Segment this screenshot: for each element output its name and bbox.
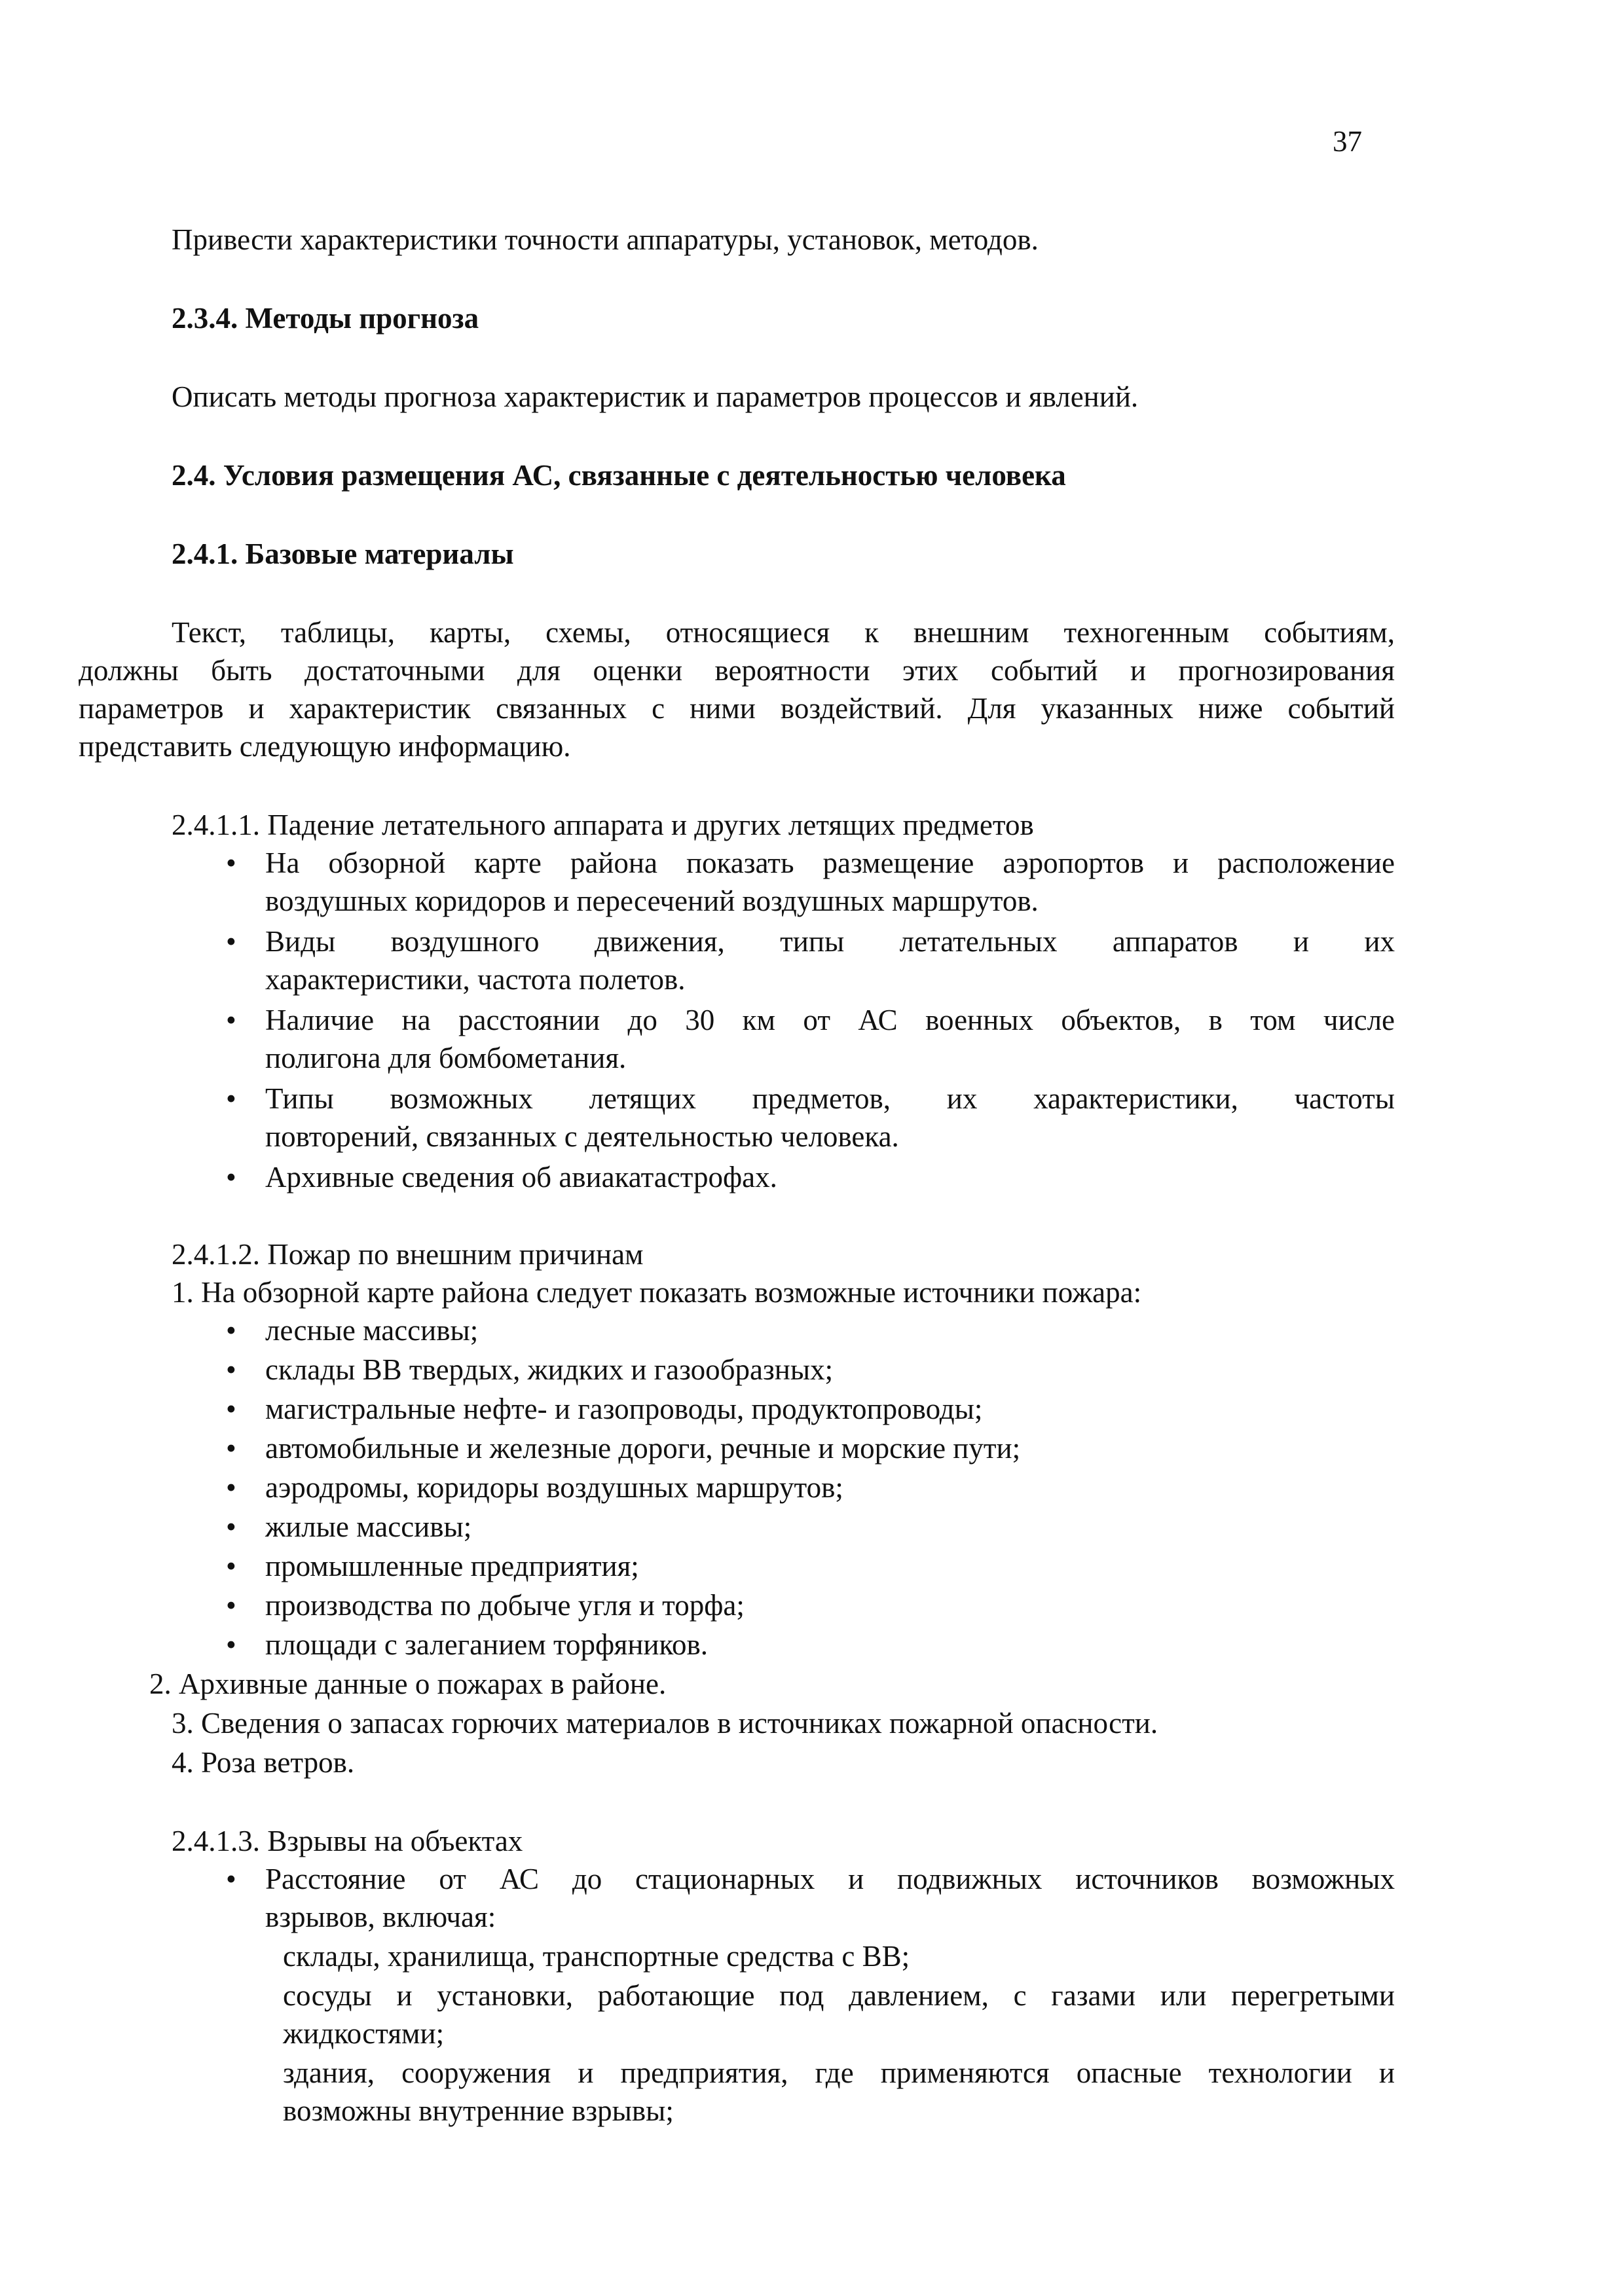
intro-line: должны быть достаточными для оценки вероятности этих событий и прогнозирования (79, 654, 1395, 687)
bullet-icon: • (226, 1550, 236, 1582)
bullet-line: склады ВВ твердых, жидких и газообразных; (265, 1353, 834, 1386)
page-number: 37 (1333, 125, 1362, 158)
bullet-icon: • (226, 1510, 236, 1543)
bullet-line: площади с залеганием торфяников. (265, 1628, 709, 1661)
numbered-item-1: 1. На обзорной карте района следует показать возможные источники пожара: (172, 1276, 1142, 1309)
bullet-line: Архивные сведения об авиакатастрофах. (265, 1161, 777, 1194)
bullet-icon: • (226, 1589, 236, 1622)
bullet-icon: • (226, 1004, 236, 1036)
numbered-item-3: 3. Сведения о запасах горючих материалов в источниках пожарной опасности. (172, 1707, 1158, 1740)
intro-line: представить следующую информацию. (79, 730, 571, 763)
paragraph-forecast: Описать методы прогноза характеристик и параметров процессов и явлений. (172, 380, 1139, 413)
bullet-line: магистральные нефте- и газопроводы, продуктопроводы; (265, 1393, 983, 1425)
bullet-line: Расстояние от АС до стационарных и подвижных источников возможных (265, 1863, 1395, 1895)
heading-2-4-1: 2.4.1. Базовые материалы (172, 538, 514, 570)
bullet-icon: • (226, 1082, 236, 1115)
intro-line: Текст, таблицы, карты, схемы, относящиеся к внешним техногенным событиям, (172, 616, 1395, 649)
heading-2-3-4: 2.3.4. Методы прогноза (172, 302, 479, 335)
bullet-line: автомобильные и железные дороги, речные и морские пути; (265, 1432, 1021, 1465)
numbered-item-2: 2. Архивные данные о пожарах в районе. (149, 1667, 667, 1700)
bullet-line: характеристики, частота полетов. (265, 963, 686, 996)
sub-line: здания, сооружения и предприятия, где применяются опасные технологии и (283, 2056, 1395, 2089)
bullet-icon: • (226, 1863, 236, 1895)
numbered-item-4: 4. Роза ветров. (172, 1746, 355, 1779)
bullet-line: аэродромы, коридоры воздушных маршрутов; (265, 1471, 843, 1504)
bullet-icon: • (226, 1628, 236, 1661)
bullet-line: Виды воздушного движения, типы летательных аппаратов и их (265, 925, 1395, 958)
bullet-icon: • (226, 925, 236, 958)
bullet-line: производства по добыче угля и торфа; (265, 1589, 745, 1622)
bullet-line: жилые массивы; (265, 1510, 472, 1543)
bullet-line: На обзорной карте района показать размещение аэропортов и расположение (265, 847, 1395, 879)
bullet-line: взрывов, включая: (265, 1901, 496, 1933)
bullet-icon: • (226, 1161, 236, 1194)
bullet-icon: • (226, 1353, 236, 1386)
section-title-2-4-1-3: 2.4.1.3. Взрывы на объектах (172, 1825, 523, 1857)
heading-2-4: 2.4. Условия размещения АС, связанные с деятельностью человека (172, 459, 1066, 492)
bullet-line: повторений, связанных с деятельностью человека. (265, 1120, 899, 1153)
bullet-line: воздушных коридоров и пересечений воздушных маршрутов. (265, 884, 1039, 917)
bullet-line: полигона для бомбометания. (265, 1042, 627, 1074)
bullet-icon: • (226, 1432, 236, 1465)
bullet-line: лесные массивы; (265, 1314, 479, 1347)
bullet-line: Типы возможных летящих предметов, их характеристики, частоты (265, 1082, 1395, 1115)
paragraph-accuracy: Привести характеристики точности аппаратуры, установок, методов. (172, 223, 1039, 256)
bullet-icon: • (226, 1393, 236, 1425)
intro-line: параметров и характеристик связанных с ними воздействий. Для указанных ниже событий (79, 692, 1395, 725)
bullet-icon: • (226, 1471, 236, 1504)
section-title-2-4-1-1: 2.4.1.1. Падение летательного аппарата и других летящих предметов (172, 809, 1034, 841)
bullet-icon: • (226, 847, 236, 879)
sub-line: сосуды и установки, работающие под давлением, с газами или перегретыми (283, 1979, 1395, 2012)
bullet-icon: • (226, 1314, 236, 1347)
bullet-line: Наличие на расстоянии до 30 км от АС военных объектов, в том числе (265, 1004, 1395, 1036)
sub-line: жидкостями; (283, 2017, 445, 2050)
sub-line: возможны внутренние взрывы; (283, 2094, 674, 2127)
bullet-line: промышленные предприятия; (265, 1550, 639, 1582)
sub-line: склады, хранилища, транспортные средства с ВВ; (283, 1940, 910, 1973)
section-title-2-4-1-2: 2.4.1.2. Пожар по внешним причинам (172, 1238, 644, 1271)
